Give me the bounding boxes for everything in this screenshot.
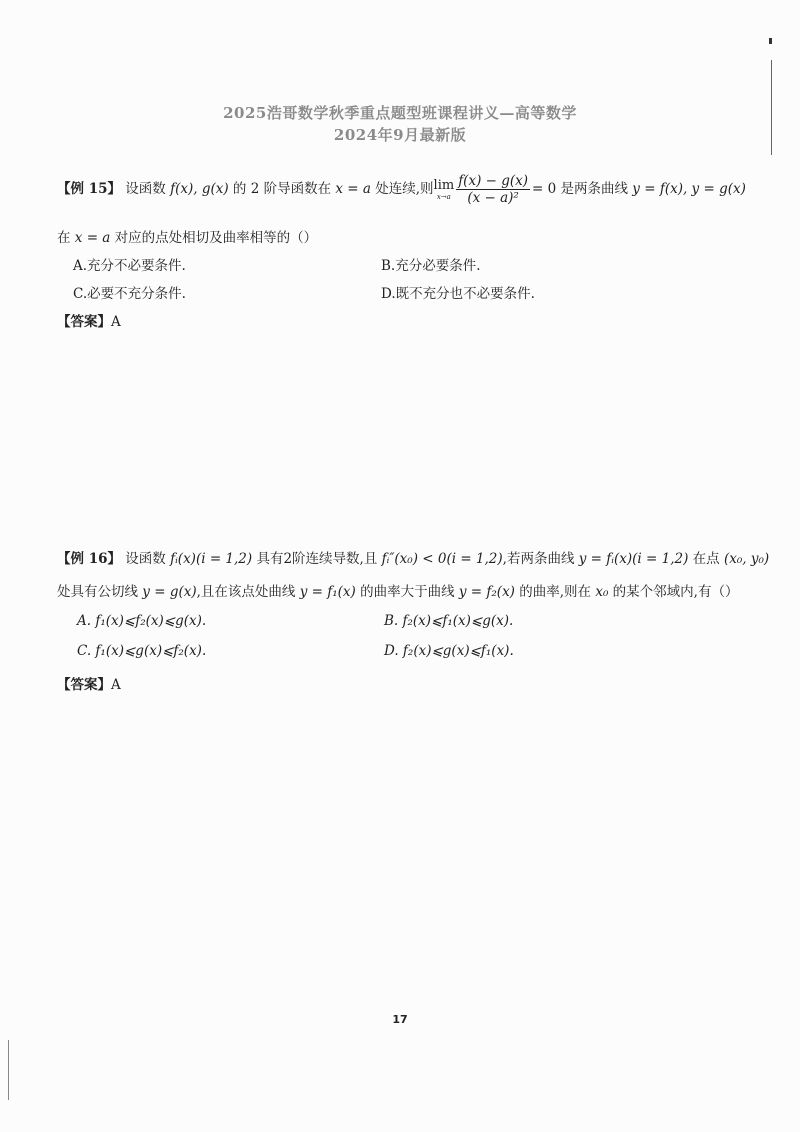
answer-value: A <box>111 314 121 330</box>
example-16-tag: 【例 16】 <box>57 551 121 567</box>
example-16-functions: fᵢ(x)(i = 1,2) <box>170 551 253 567</box>
example-16-option-b[interactable]: B. f₂(x)⩽f₁(x)⩽g(x). <box>384 613 514 629</box>
scan-mark-left-edge <box>8 1040 9 1100</box>
example-15-option-c[interactable]: C.必要不充分条件. <box>73 286 186 302</box>
example-15-text: 在 <box>57 230 75 246</box>
example-15-text: = 0 是两条曲线 <box>532 181 633 197</box>
example-16-option-d[interactable]: D. f₂(x)⩽g(x)⩽f₁(x). <box>384 643 514 659</box>
example-16-text: ,若两条曲线 <box>502 551 579 567</box>
example-16-curve: y = fᵢ(x)(i = 1,2) <box>578 551 689 567</box>
example-15-tag: 【例 15】 <box>57 181 121 197</box>
fraction-denominator: (x − a)² <box>467 190 519 206</box>
example-16-condition: fᵢ″(x₀) < 0(i = 1,2) <box>381 551 503 567</box>
answer-tag: 【答案】 <box>57 314 111 330</box>
limit-operator <box>434 179 455 201</box>
example-15-text: 设函数 <box>121 181 171 197</box>
example-16-option-a[interactable]: A. f₁(x)⩽f₂(x)⩽g(x). <box>77 613 207 629</box>
example-16-text: 处具有公切线 <box>57 584 143 600</box>
example-16-text: ,且在该点处曲线 <box>196 584 300 600</box>
example-15-option-b[interactable]: B.充分必要条件. <box>381 258 481 274</box>
example-16-x0: x₀ <box>595 584 609 600</box>
limit-subscript: x→a <box>436 192 451 201</box>
example-16-text: 在点 <box>688 551 724 567</box>
example-16-curve-1: y = f₁(x) <box>299 584 356 600</box>
example-16-text: 的曲率大于曲线 <box>355 584 459 600</box>
example-15-point: x = a <box>74 230 111 246</box>
example-16-curve-2: y = f₂(x) <box>458 584 515 600</box>
example-16-option-c[interactable]: C. f₁(x)⩽g(x)⩽f₂(x). <box>77 643 207 659</box>
example-16-text: 的某个邻域内,有（） <box>608 584 739 600</box>
example-16-point: (x₀, y₀) <box>723 551 770 567</box>
example-16-text: 设函数 <box>121 551 171 567</box>
fraction-numerator: f(x) − g(x) <box>458 173 529 189</box>
example-15-text: 对应的点处相切及曲率相等的（） <box>110 230 318 246</box>
example-15-line-2 <box>57 226 317 246</box>
example-15-option-d[interactable]: D.既不充分也不必要条件. <box>381 286 535 302</box>
example-15-answer <box>57 310 121 330</box>
example-16-line-2 <box>57 580 738 600</box>
document-header-edition: 2024年9月最新版 <box>333 126 467 144</box>
example-16-answer <box>57 673 121 693</box>
answer-value: A <box>111 677 121 693</box>
example-15-text: 处连续,则 <box>370 181 434 197</box>
example-15-option-a[interactable]: A.充分不必要条件. <box>73 258 186 274</box>
example-16-line-1 <box>57 547 769 567</box>
limit-fraction <box>456 173 530 206</box>
document-header-title: 2025浩哥数学秋季重点题型班课程讲义—高等数学 <box>223 104 577 122</box>
example-15-text: 的 2 阶导函数在 <box>228 181 336 197</box>
answer-tag: 【答案】 <box>57 677 111 693</box>
page-number: 17 <box>392 1013 408 1026</box>
example-16-text: 的曲率,则在 <box>514 584 596 600</box>
example-15-line-1 <box>57 172 746 206</box>
example-15-functions: f(x), g(x) <box>170 181 229 197</box>
limit-word: lim <box>433 177 455 193</box>
example-15-curves: y = f(x), y = g(x) <box>632 181 746 197</box>
scan-mark-top-right <box>769 38 772 44</box>
example-15-point: x = a <box>335 181 371 197</box>
example-16-tangent: y = g(x) <box>142 584 197 600</box>
example-16-text: 具有2阶连续导数,且 <box>252 551 382 567</box>
